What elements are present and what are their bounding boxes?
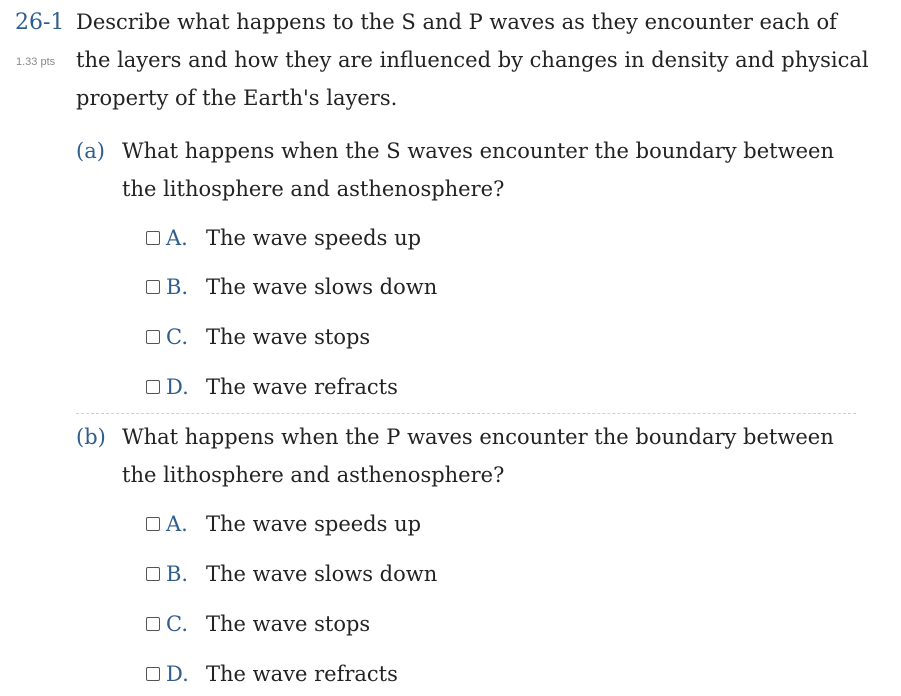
option-text: The wave stops xyxy=(206,325,371,349)
option-letter: B. xyxy=(166,275,189,299)
checkbox[interactable] xyxy=(146,667,160,681)
option-letter: B. xyxy=(166,562,189,586)
part-b-option-d[interactable] xyxy=(146,659,398,689)
part-b-prompt: What happens when the P waves encounter the boundary between the lithosphere and asthenosphere? xyxy=(122,425,834,487)
option-letter: C. xyxy=(166,325,188,349)
question-number: 26-1 xyxy=(15,10,65,35)
part-b-label: (b) xyxy=(76,425,106,449)
option-text: The wave slows down xyxy=(206,275,438,299)
option-letter: D. xyxy=(166,375,189,399)
option-text: The wave speeds up xyxy=(206,512,422,536)
checkbox[interactable] xyxy=(146,330,160,344)
question-points: 1.33 pts xyxy=(16,56,56,68)
question-prompt: Describe what happens to the S and P waves as they encounter each of the layers and how they are influenced by changes in density and physical property of the Earth's layers. xyxy=(76,10,869,110)
option-letter: A. xyxy=(166,512,188,536)
checkbox[interactable] xyxy=(146,567,160,581)
part-divider xyxy=(76,413,856,414)
part-a-option-c[interactable] xyxy=(146,322,370,352)
checkbox[interactable] xyxy=(146,517,160,531)
part-b-option-b[interactable] xyxy=(146,559,437,589)
option-text: The wave refracts xyxy=(206,662,398,686)
part-a-prompt: What happens when the S waves encounter the boundary between the lithosphere and asthenosphere? xyxy=(122,139,834,201)
checkbox[interactable] xyxy=(146,617,160,631)
part-a-option-d[interactable] xyxy=(146,372,398,402)
option-letter: A. xyxy=(166,226,188,250)
option-text: The wave slows down xyxy=(206,562,438,586)
part-a-label: (a) xyxy=(76,139,105,163)
part-a-option-a[interactable] xyxy=(146,223,421,253)
checkbox[interactable] xyxy=(146,280,160,294)
option-letter: D. xyxy=(166,662,189,686)
checkbox[interactable] xyxy=(146,380,160,394)
part-b-option-a[interactable] xyxy=(146,509,421,539)
option-text: The wave stops xyxy=(206,612,371,636)
option-text: The wave refracts xyxy=(206,375,398,399)
part-b-option-c[interactable] xyxy=(146,609,370,639)
checkbox[interactable] xyxy=(146,231,160,245)
option-text: The wave speeds up xyxy=(206,226,422,250)
part-a-option-b[interactable] xyxy=(146,272,437,302)
option-letter: C. xyxy=(166,612,188,636)
